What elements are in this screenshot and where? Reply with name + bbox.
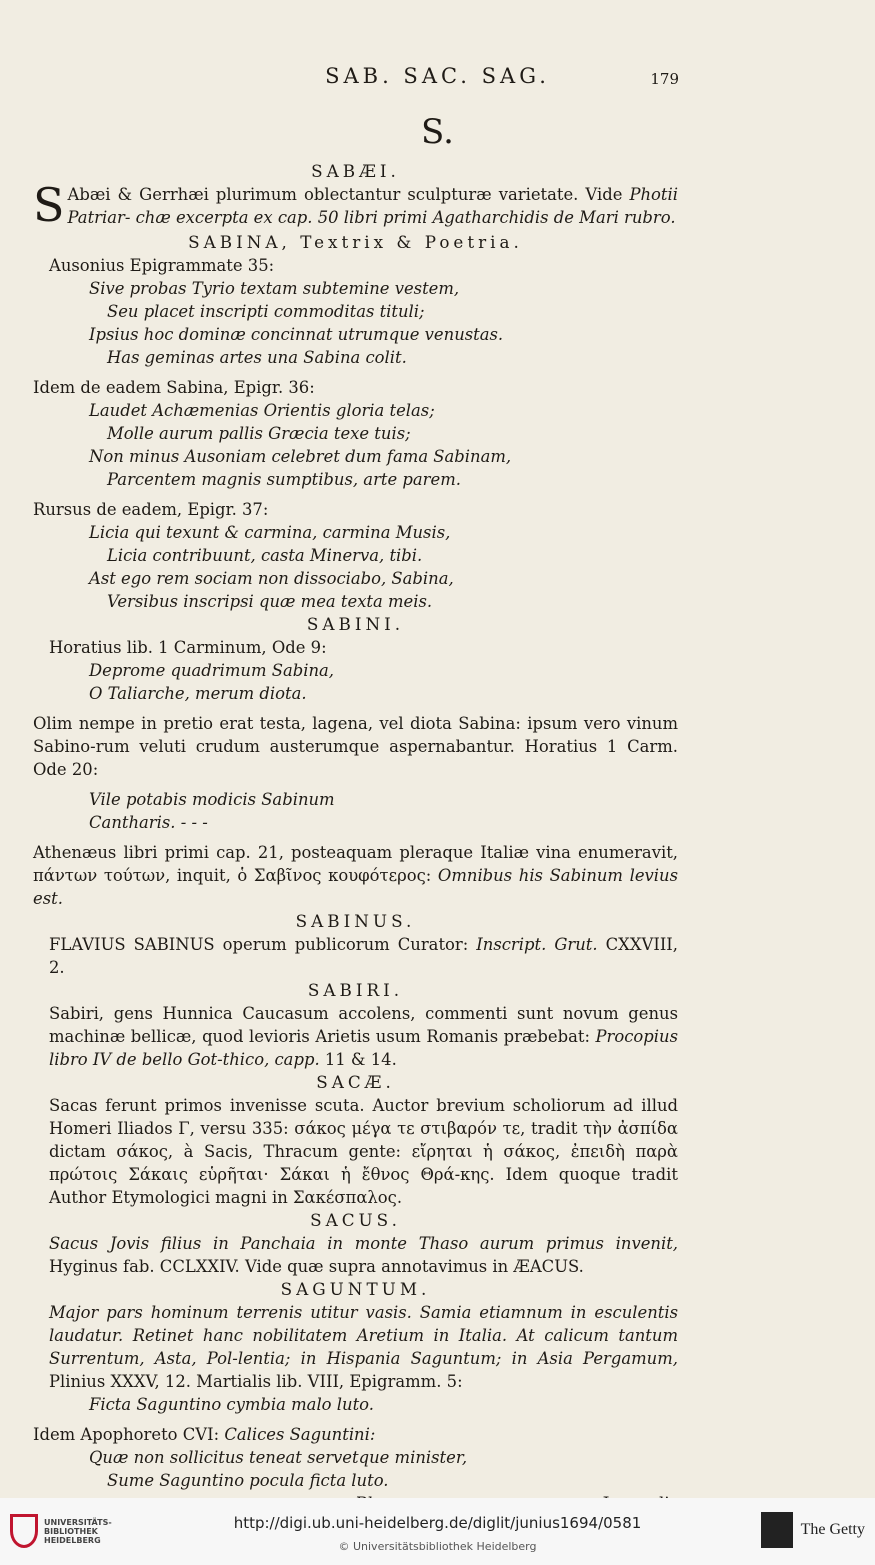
entry-heading-sacus: SACUS. xyxy=(310,1210,401,1230)
verse-line: O Taliarche, merum diota. xyxy=(89,684,307,703)
verse-line: Sume Saguntino pocula ficta luto. xyxy=(107,1471,389,1490)
verse-line: Molle aurum pallis Græcia texe tuis; xyxy=(107,424,411,443)
verse-line: Licia contribuunt, casta Minerva, tibi. xyxy=(107,546,423,565)
citation-line: Idem Apophoreto CVI: Calices Saguntini: xyxy=(33,1425,376,1444)
verse-line: Cantharis. - - - xyxy=(89,813,208,832)
verse-line: Ipsius hoc dominæ concinnat utrumque venustas. xyxy=(89,325,504,344)
getty-logo-icon xyxy=(761,1512,793,1548)
running-title: SAB. SAC. SAG. xyxy=(325,64,550,88)
entry-heading-sabina: SABINA, Textrix & Poetria. xyxy=(188,232,523,252)
paragraph: Athenæus libri primi cap. 21, posteaquam pleraque Italiæ vina enumeravit, πάντων τούτων, inquit, ὁ Σαβῖνος κουφότερος: Omnibus his Sabinum levius est. xyxy=(33,843,678,908)
entry-heading-saguntum: SAGUNTUM. xyxy=(280,1279,431,1299)
paragraph: FLAVIUS SABINUS operum publicorum Curator: Inscript. Grut. CXXVIII, 2. xyxy=(49,935,678,977)
paragraph: Major pars hominum terrenis utitur vasis. Samia etiamnum in esculentis laudatur. Retinet hanc nobilitatem Aretium in Italia. At calicum tantum Surrentum, Asta, Pol-lentia; in Hispania Saguntum; in Asia Pergamum, Plinius XXXV, 12. Martialis lib. VIII, Epigramm. 5: xyxy=(49,1303,678,1391)
entry-heading-sacae: SACÆ. xyxy=(316,1072,395,1092)
verse-line: Seu placet inscripti commoditas tituli; xyxy=(107,302,425,321)
partner-logo[interactable] xyxy=(761,1512,865,1548)
page-number: 179 xyxy=(650,70,679,88)
entry-text-sabaei: S Abæi & Gerrhæi plurimum oblectantur sculpturæ varietate. Vide Photii Patriar- chæ excerpta ex cap. 50 libri primi Agatharchidis de Mari rubro. xyxy=(33,178,678,232)
verse-line: Non minus Ausoniam celebret dum fama Sabinam, xyxy=(89,447,512,466)
permalink[interactable]: http://digi.ub.uni-heidelberg.de/diglit/junius1694/0581 xyxy=(233,1514,642,1532)
verse-line: Versibus inscripsi quæ mea texta meis. xyxy=(107,592,433,611)
citation-line: Horatius lib. 1 Carminum, Ode 9: xyxy=(49,638,327,657)
verse-line: Licia qui texunt & carmina, carmina Musis, xyxy=(89,523,451,542)
entry-heading-sabaei: SABÆI. xyxy=(311,161,400,181)
paragraph: Olim nempe in pretio erat testa, lagena, vel diota Sabina: ipsum vero vinum Sabino-rum veluti crudum austerumque aspernabantur. Horatius 1 Carm. Ode 20: xyxy=(33,714,678,779)
verse-line: Quæ non sollicitus teneat servetque minister, xyxy=(89,1448,468,1467)
verse-line: Sive probas Tyrio textam subtemine vestem, xyxy=(89,279,460,298)
citation-line: Ausonius Epigrammate 35: xyxy=(49,256,275,275)
paragraph: Sacus Jovis filius in Panchaia in monte Thaso aurum primus invenit, Hyginus fab. CCLXXIV. Vide quæ supra annotavimus in ÆACUS. xyxy=(49,1234,678,1276)
paragraph: Sabiri, gens Hunnica Caucasum accolens, commenti sunt novum genus machinæ bellicæ, quod levioris Arietis usum Romanis præbebat: Procopius libro IV de bello Got-thico, capp. 11 & 14. xyxy=(49,1004,678,1069)
entry-heading-sabiri: SABIRI. xyxy=(307,980,404,1000)
verse-line: Parcentem magnis sumptibus, arte parem. xyxy=(107,470,461,489)
verse-line: Deprome quadrimum Sabina, xyxy=(89,661,335,680)
verse-line: Ast ego rem sociam non dissociabo, Sabina, xyxy=(89,569,454,588)
paragraph: Sacas ferunt primos invenisse scuta. Auctor brevium scholiorum ad illud Homeri Iliados Γ, versu 335: σάκος μέγα τε στιβαρόν τε, tradit τὴν ἀσπίδα dictam σάκος, à Sacis, Thracum gente: εἴρηται ἡ σάκος, ἐπειδὴ παρὰ πρώτοις Σάκαις εὑρῆται· Σάκαι ἡ ἔθνος Θρά-κης. Idem quoque tradit Author Etymologici magni in Σακέσπαλος. xyxy=(49,1096,678,1207)
verse-line: Has geminas artes una Sabina colit. xyxy=(107,348,407,367)
copyright-notice: © Universitätsbibliothek Heidelberg xyxy=(338,1540,537,1553)
viewer-footer xyxy=(0,1498,875,1565)
entry-heading-sabinus: SABINUS. xyxy=(295,911,416,931)
page-body xyxy=(33,160,678,1515)
partner-name: The Getty xyxy=(800,1521,865,1538)
section-letter: S. xyxy=(421,112,454,152)
library-name: UNIVERSITÄTS-BIBLIOTHEK HEIDELBERG xyxy=(44,1517,112,1545)
entry-heading-sabini: SABINI. xyxy=(306,614,405,634)
citation-line: Rursus de eadem, Epigr. 37: xyxy=(33,500,269,519)
drop-cap: S xyxy=(33,178,65,232)
verse-line: Ficta Saguntino cymbia malo luto. xyxy=(89,1395,374,1414)
verse-line: Vile potabis modicis Sabinum xyxy=(89,790,335,809)
citation-line: Idem de eadem Sabina, Epigr. 36: xyxy=(33,378,315,397)
verse-line: Laudet Achæmenias Orientis gloria telas; xyxy=(89,401,435,420)
